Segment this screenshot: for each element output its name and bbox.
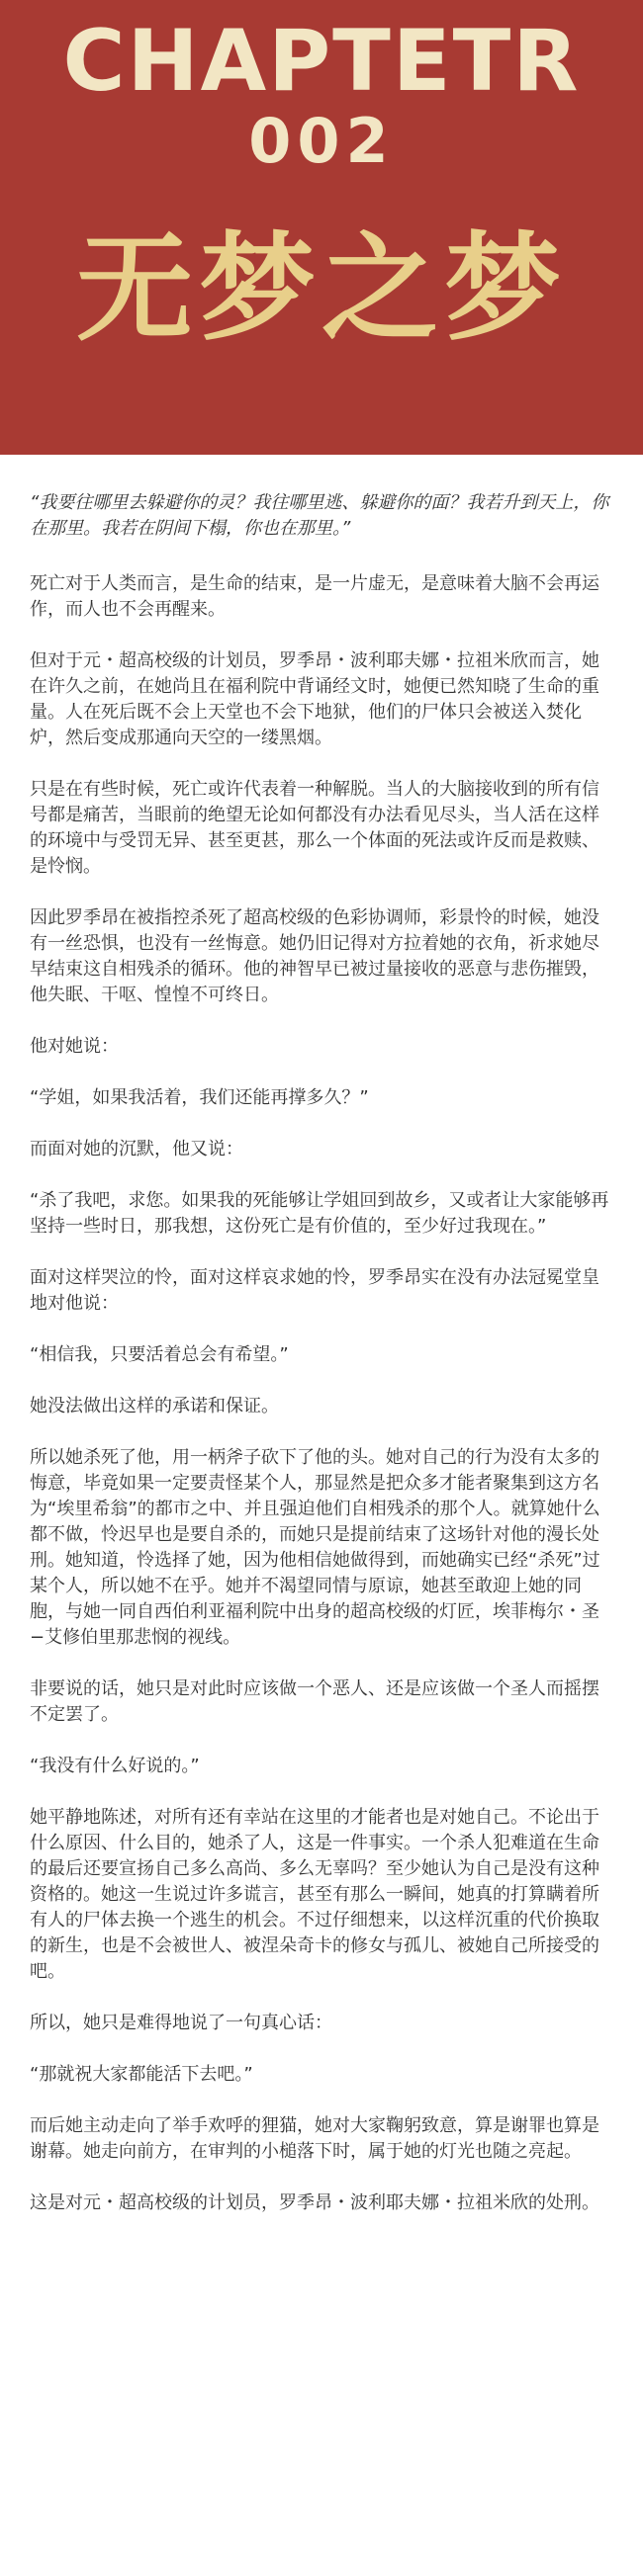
paragraph: 面对这样哭泣的怜，面对这样哀求她的怜，罗季昂实在没有办法冠冕堂皇地对他说：: [30, 1267, 599, 1314]
paragraph: 但对于元・超高校级的计划员，罗季昂・波利耶夫娜・拉祖米欣而言，她在许久之前，在她尚且在福利院中背诵经文时，她便已然知晓了生命的重量。人在死后既不会上天堂也不会下地狱，他们的尸体只会被送入焚化炉，然后变成那通向天空的一缕黑烟。: [30, 650, 599, 748]
paragraph: 而后她主动走向了举手欢呼的狸猫，她对大家鞠躬致意，算是谢罪也算是谢幕。她走向前方，在审判的小槌落下时，属于她的灯光也随之亮起。: [30, 2115, 599, 2162]
paragraph: 她平静地陈述，对所有还有幸站在这里的才能者也是对她自己。不论出于什么原因、什么目的，她杀了人，这是一件事实。一个杀人犯难道在生命的最后还要宣扬自己多么高尚、多么无辜吗？至少她认为自己是没有这种资格的。她这一生说过许多谎言，甚至有那么一瞬间，她真的打算瞒着所有人的尸体去换一个逃生的机会。不过仔细想来，以这样沉重的代价换取的新生，也是不会被世人、被涅朵奇卡的修女与孤儿、被她自己所接受的吧。: [30, 1807, 599, 1982]
quote: “学姐，如果我活着，我们还能再撑多久？”: [30, 1087, 369, 1108]
paragraph: 死亡对于人类而言，是生命的结束，是一片虚无，是意味着大脑不会再运作，而人也不会再醒来。: [30, 573, 599, 620]
paragraph: 她没法做出这样的承诺和保证。: [30, 1396, 279, 1417]
quote: “相信我，只要活着总会有希望。”: [30, 1344, 289, 1365]
quote: “那就祝大家都能活下去吧。”: [30, 2064, 253, 2085]
paragraph: 非要说的话，她只是对此时应该做一个恶人、还是应该做一个圣人而摇摆不定罢了。: [30, 1678, 599, 1725]
paragraph: 所以，她只是难得地说了一句真心话：: [30, 2013, 332, 2033]
paragraph: 而面对她的沉默，他又说：: [30, 1139, 243, 1159]
chapter-number: 002: [248, 105, 395, 177]
chapter-title: 无梦之梦: [75, 220, 567, 357]
article-body: [0, 455, 643, 2216]
epigraph: “我要往哪里去躲避你的灵？我往哪里逃、躲避你的面？我若升到天上，你在那里。我若在阴间下榻，你也在那里。”: [30, 492, 609, 539]
paragraph: 只是在有些时候，死亡或许代表着一种解脱。当人的大脑接收到的所有信号都是痛苦，当眼前的绝望无论如何都没有办法看见尽头，当人活在这样的环境中与受罚无异、甚至更甚，那么一个体面的死法或许反而是救赎、是怜悯。: [30, 779, 599, 877]
quote: “我没有什么好说的。”: [30, 1756, 200, 1776]
paragraph: 所以她杀死了他，用一柄斧子砍下了他的头。她对自己的行为没有太多的悔意，毕竟如果一定要责怪某个人，那显然是把众多才能者聚集到这方名为“埃里希翁”的都市之中、并且强迫他们自相残杀的那个人。就算她什么都不做，怜迟早也是要自杀的，而她只是提前结束了这场针对他的漫长处刑。她知道，怜选择了她，因为他相信她做得到，而她确实已经“杀死”过某个人，所以她不在乎。她并不渴望同情与原谅，她甚至敢迎上她的同胞，与她一同自西伯利亚福利院中出身的超高校级的灯匠，埃菲梅尔・圣−艾修伯里那悲悯的视线。: [30, 1447, 600, 1648]
chapter-header: [0, 0, 643, 455]
chapter-label: CHAPTETR: [62, 12, 581, 111]
paragraph: 因此罗季昂在被指控杀死了超高校级的色彩协调师，彩景怜的时候，她没有一丝恐惧，也没有一丝悔意。她仍旧记得对方拉着她的衣角，祈求她尽早结束这自相残杀的循环。他的神智早已被过量接收的恶意与悲伤摧毁，他失眠、干呕、惶惶不可终日。: [30, 907, 599, 1005]
quote: “杀了我吧，求您。如果我的死能够让学姐回到故乡，又或者让大家能够再坚持一些时日，那我想，这份死亡是有价值的，至少好过我现在。”: [30, 1190, 609, 1237]
paragraph: 他对她说：: [30, 1036, 119, 1057]
paragraph: 这是对元・超高校级的计划员，罗季昂・波利耶夫娜・拉祖米欣的处刑。: [30, 2192, 599, 2213]
